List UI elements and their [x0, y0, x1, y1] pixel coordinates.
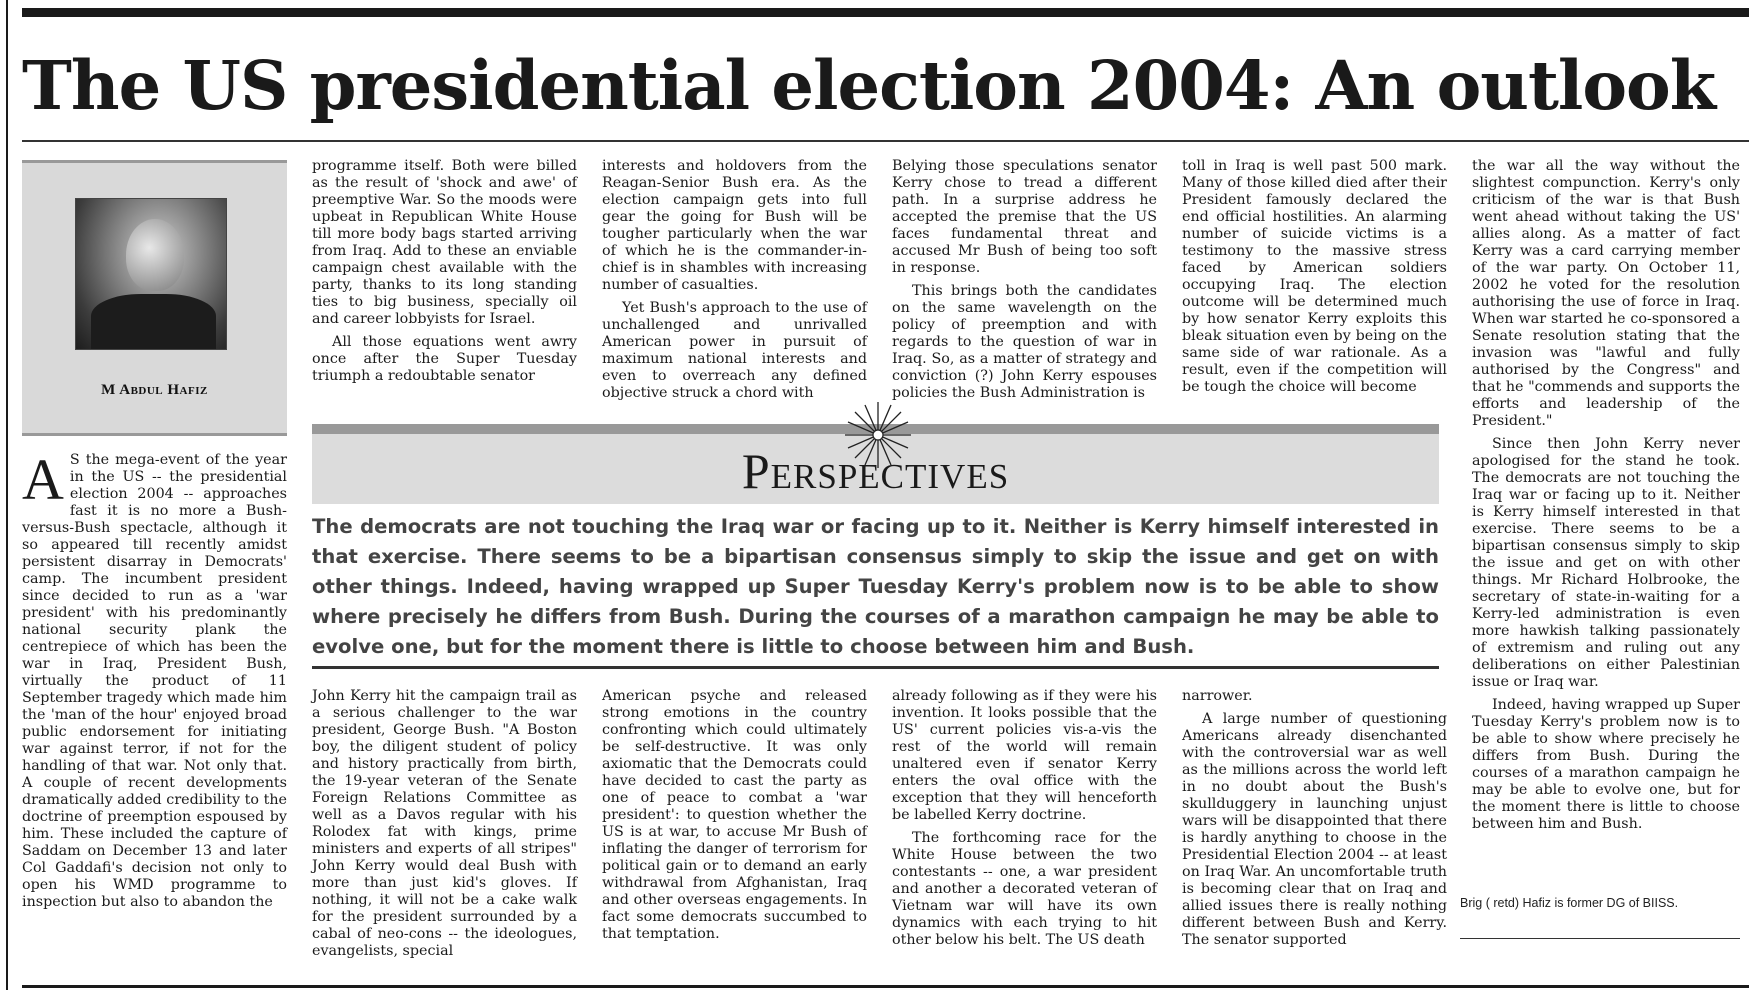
paragraph: This brings both the candidates on the same wavelength on the policy of preemption and with regards to the question of war in Iraq. So, as a matter of strategy and conviction (?) John Kerry espouses policies the Bush Administration is [892, 283, 1157, 401]
page-edge-rule [6, 0, 8, 990]
column-3-bottom [602, 688, 867, 943]
column-4-top [892, 158, 1157, 402]
author-photo-face [126, 219, 184, 291]
bottom-rule [22, 985, 1749, 988]
paragraph: already following as if they were his invention. It looks possible that the US' current policies vis-a-vis the rest of the world will remain unaltered even if senator Kerry enters the oval office with the exception that they will henceforth be labelled Kerry doctrine. [892, 688, 1157, 823]
paragraph: John Kerry hit the campaign trail as a serious challenger to the war president, George Bush. "A Boston boy, the diligent student of policy and history practically from birth, the 19-year veteran of the Senate Foreign Relations Committee as well as a Davos regular with his Rolodex fat with kings, prime ministers and experts of all stripes" John Kerry would deal Bush with more than just kid's gloves. If nothing, it will not be a cake walk for the president surrounded by a cabal of neo-cons -- the ideologues, evangelists, special [312, 688, 577, 959]
author-note-rule [1460, 938, 1740, 939]
column-1-paragraph [22, 447, 287, 911]
drop-cap: A [22, 447, 64, 512]
paragraph: A large number of questioning Americans already disenchanted with the controversial war as well as the millions across the world left in no doubt about the Bush's skullduggery in launching unjust wars will be disappointed that there is hardly anything to choose in the Presidential Election 2004 -- at least on Iraq War. An uncomfortable truth is becoming clear that on Iraq and allied issues there is really nothing different between Bush and Kerry. The senator supported [1182, 711, 1447, 948]
column-2-bottom [312, 688, 577, 960]
column-1 [22, 447, 287, 911]
paragraph: The forthcoming race for the White House between the two contestants -- one, a war president and another a decorated veteran of Vietnam war will have its own dynamics with each trying to hit other below his belt. The US death [892, 830, 1157, 948]
section-title: Perspectives [741, 443, 1010, 499]
column-3-top [602, 158, 867, 402]
author-box-bottom-bar [22, 433, 287, 436]
column-1-text: S the mega-event of the year in the US -- the presidential election 2004 -- approaches fast it is no more a Bush-versus-Bush spectacle, although it so appeared till recently amidst persistent disarray in Democrats' camp. The incumbent president since decided to run as a 'war president' with his predominantly national security plank the centrepiece of which has been the war in Iraq, President Bush, virtually the product of 11 September tragedy which made him the 'man of the hour' enjoyed broad public endorsement for initiating war against terror, if not for the handling of that war. Not only that. A couple of recent developments dramatically added credibility to the doctrine of preemption espoused by him. These included the capture of Saddam on December 13 and later Col Gaddafi's decision not only to open his WMD programme to inspection but also to abandon the [22, 452, 287, 910]
paragraph: All those equations went awry once after the Super Tuesday triumph a redoubtable senator [312, 334, 577, 384]
column-5-top [1182, 158, 1447, 396]
column-4-bottom [892, 688, 1157, 949]
paragraph: Yet Bush's approach to the use of unchallenged and unrivalled American power in pursuit of maximum national interests and even to overreach any defined objective struck a chord with [602, 300, 867, 401]
column-6 [1472, 158, 1740, 833]
headline-rule [22, 140, 1749, 142]
paragraph: interests and holdovers from the Reagan-Senior Bush era. As the election campaign gets into full gear the going for Bush will be tougher particularly when the war of which he is the commander-in-chief is in shambles with increasing number of casualties. [602, 158, 867, 293]
pull-quote: The democrats are not touching the Iraq war or facing up to it. Neither is Kerry himself interested in that exercise. There seems to be a bipartisan consensus simply to skip the issue and get on with other things. Indeed, having wrapped up Super Tuesday Kerry's problem now is to be able to show where precisely he differs from Bush. During the courses of a marathon campaign he may be able to evolve one, but for the moment there is little to choose between him and Bush. [312, 515, 1439, 658]
paragraph: narrower. [1182, 688, 1253, 704]
star-burst-icon [843, 400, 913, 470]
author-box-top-bar [22, 160, 287, 163]
top-rule [22, 8, 1749, 17]
author-photo [75, 198, 227, 350]
author-note: Brig ( retd) Hafiz is former DG of BIISS. [1460, 896, 1679, 910]
author-name: M Abdul Hafiz [101, 382, 208, 398]
column-2-top [312, 158, 577, 385]
paragraph: programme itself. Both were billed as the result of 'shock and awe' of preemptive War. So the moods were upbeat in Republican White House till more body bags started arriving from Iraq. Add to these an enviable campaign chest available with the party, thanks to its long standing ties to big business, specially oil and career lobbyists for Israel. [312, 158, 577, 327]
paragraph: the war all the way without the slightest compunction. Kerry's only criticism of the war is that Bush went ahead without taking the US' allies along. As a matter of fact Kerry was a card carrying member of the war party. On October 11, 2002 he voted for the resolution authorising the use of force in Iraq. When war started he co-sponsored a Senate resolution stating that the invasion was "lawful and fully authorised by the Congress" and that he "commends and supports the efforts and leadership of the President." [1472, 158, 1740, 429]
paragraph: American psyche and released strong emotions in the country confronting which could ultimately be self-destructive. It was only axiomatic that the Democrats could have decided to cast the party as one of peace to combat a 'war president': to question whether the US is at war, to accuse Mr Bush of inflating the danger of terrorism for political gain or to demand an early withdrawal from Afghanistan, Iraq and other overseas engagements. In fact some democrats succumbed to that temptation. [602, 688, 867, 942]
paragraph: Belying those speculations senator Kerry chose to tread a different path. In a surprise address he accepted the premise that the US faces fundamental threat and accused Mr Bush of being too soft in response. [892, 158, 1157, 276]
headline: The US presidential election 2004: An outlook [22, 46, 1716, 125]
paragraph: Since then John Kerry never apologised for the stand he took. The democrats are not touching the Iraq war or facing up to it. Neither is Kerry himself interested in that exercise. There seems to be a bipartisan consensus simply to skip the issue and get on with other things. Mr Richard Holbrooke, the secretary of state-in-waiting for a Kerry-led administration is even more hawkish talking passionately of extremism and ruling out any deliberations on either Palestinian issue or Iraq war. [1472, 436, 1740, 690]
paragraph: toll in Iraq is well past 500 mark. Many of those killed died after their President famously declared the end official hostilities. An alarming number of suicide victims is a testimony to the massive stress faced by American soldiers occupying Iraq. The election outcome will be determined much by how senator Kerry exploits this bleak situation even by being on the same side of war rationale. As a result, even if the competition will be tough the choice will become [1182, 158, 1447, 395]
paragraph: Indeed, having wrapped up Super Tuesday Kerry's problem now is to be able to show where precisely he differs from Bush. During the courses of a marathon campaign he may be able to evolve one, but for the moment there is little to choose between him and Bush. [1472, 697, 1740, 832]
column-5-bottom [1182, 688, 1447, 949]
author-photo-suit [91, 294, 216, 349]
pull-quote-rule [312, 666, 1439, 669]
author-box [22, 160, 287, 436]
